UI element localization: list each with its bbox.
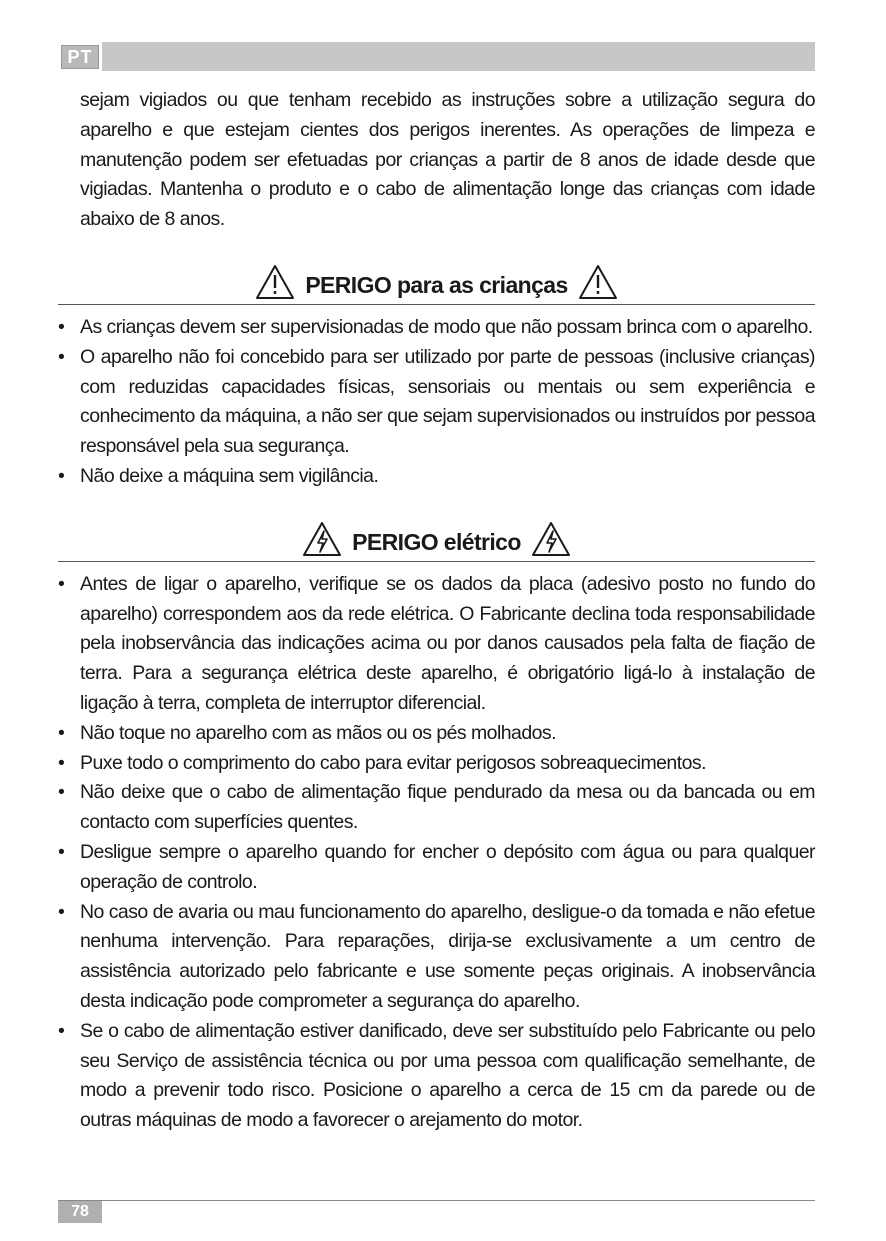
list-item: • As crianças devem ser supervisionadas de modo que não possam brinca com o aparelho. [58,315,813,338]
list-item-text: As crianças devem ser supervisionadas de modo que não possam brinca com o aparelho. [80,315,813,338]
list-item: • No caso de avaria ou mau funcionamento do aparelho, desligue-o da tomada e não efetue nenhuma intervenção. Para reparações, dirija-se exclusivamente a um centro de assistência autorizado pelo fabricante e use somente peças originais. A inobservância desta indicação pode comprometer a segurança do aparelho. [58,900,815,1012]
list-item-text: No caso de avaria ou mau funcionamento do aparelho, desligue-o da tomada e não efetue nenhuma intervenção. Para reparações, dirija-se exclusivamente a um centro de assistência autorizado pelo fabricante e use somente peças originais. A inobservância desta indicação pode comprometer a segurança do aparelho. [80,900,815,1012]
list-item-text: Não deixe que o cabo de alimentação fique pendurado da mesa ou da bancada ou em contacto com superfícies quentes. [80,781,815,834]
section-title-text: PERIGO para as crianças [305,271,568,298]
list-item-text: Se o cabo de alimentação estiver danificado, deve ser substituído pelo Fabricante ou pelo seu Serviço de assistência técnica ou por uma pessoa com qualificação semelhante, de modo a prevenir todo risco. Posicione o aparelho a cerca de 15 cm da parede ou de outras máquinas de modo a favorecer o arejamento do motor. [80,1019,815,1132]
electric-danger-list [58,570,815,1136]
list-item-text: O aparelho não foi concebido para ser utilizado por parte de pessoas (inclusive crianças) com reduzidas capacidades físicas, sensoriais ou mentais ou sem experiência e conhecimento da máquina, a não ser que sejam supervisionados ou instruídos por pessoa responsável pela sua segurança. [80,345,815,458]
list-item: • Não toque no aparelho com as mãos ou os pés molhados. [58,721,556,744]
electric-hazard-icon [302,520,342,558]
children-danger-list [58,313,815,492]
footer-rule [58,1200,815,1201]
list-item: • Puxe todo o comprimento do cabo para evitar perigosos sobreaquecimentos. [58,751,706,774]
page-content [58,86,815,1136]
header-bar [58,42,815,71]
list-item-text: Puxe todo o comprimento do cabo para evitar perigosos sobreaquecimentos. [80,751,706,774]
list-item-text: Antes de ligar o aparelho, verifique se os dados da placa (adesivo posto no fundo do aparelho) correspondem aos da rede elétrica. O Fabricante declina toda responsabilidade pela inobservância das indicações acima ou por danos causados pela falta de fiação de terra. Para a segurança elétrica deste aparelho, é obrigatório ligá-lo à instalação de ligação à terra, completa de interruptor diferencial. [80,572,815,714]
list-item-text: Desligue sempre o aparelho quando for encher o depósito com água ou para qualquer operação de controlo. [80,840,815,893]
intro-paragraph: sejam vigiados ou que tenham recebido as instruções sobre a utilização segura do aparelho e que estejam cientes dos perigos inerentes. As operações de limpeza e manutenção podem ser efetuadas por crianças a partir de 8 anos de idade desde que vigiadas. Mantenha o produto e o cabo de alimentação longe das crianças com idade abaixo de 8 anos. [80,89,815,231]
list-item: • Não deixe que o cabo de alimentação fique pendurado da mesa ou da bancada ou em contacto com superfícies quentes. [58,781,815,834]
list-item: • Se o cabo de alimentação estiver danificado, deve ser substituído pelo Fabricante ou pelo seu Serviço de assistência técnica ou por uma pessoa com qualificação semelhante, de modo a prevenir todo risco. Posicione o aparelho a cerca de 15 cm da parede ou de outras máquinas de modo a favorecer o arejamento do motor. [58,1019,815,1132]
language-label: PT [61,45,98,69]
page-number: 78 [58,1201,102,1223]
list-item-text: Não toque no aparelho com as mãos ou os pés molhados. [80,721,556,744]
list-item-text: Não deixe a máquina sem vigilância. [80,464,379,487]
electric-hazard-icon [531,520,571,558]
list-item: • Antes de ligar o aparelho, verifique se os dados da placa (adesivo posto no fundo do aparelho) correspondem aos da rede elétrica. O Fabricante declina toda responsabilidade pela inobservância das indicações acima ou por danos causados pela falta de fiação de terra. Para a segurança elétrica deste aparelho, é obrigatório ligá-lo à instalação de ligação à terra, completa de interruptor diferencial. [58,572,815,714]
warning-triangle-icon [578,263,618,301]
section-title-text: PERIGO elétrico [352,528,521,555]
section-title-children-danger [58,263,815,305]
language-tag [58,42,102,71]
warning-triangle-icon [255,263,295,301]
list-item: • Não deixe a máquina sem vigilância. [58,464,379,487]
list-item: • Desligue sempre o aparelho quando for encher o depósito com água ou para qualquer operação de controlo. [58,840,815,893]
section-title-electric-danger [58,520,815,562]
list-item: • O aparelho não foi concebido para ser utilizado por parte de pessoas (inclusive crianças) com reduzidas capacidades físicas, sensoriais ou mentais ou sem experiência e conhecimento da máquina, a não ser que sejam supervisionados ou instruídos por pessoa responsável pela sua segurança. [58,345,815,458]
